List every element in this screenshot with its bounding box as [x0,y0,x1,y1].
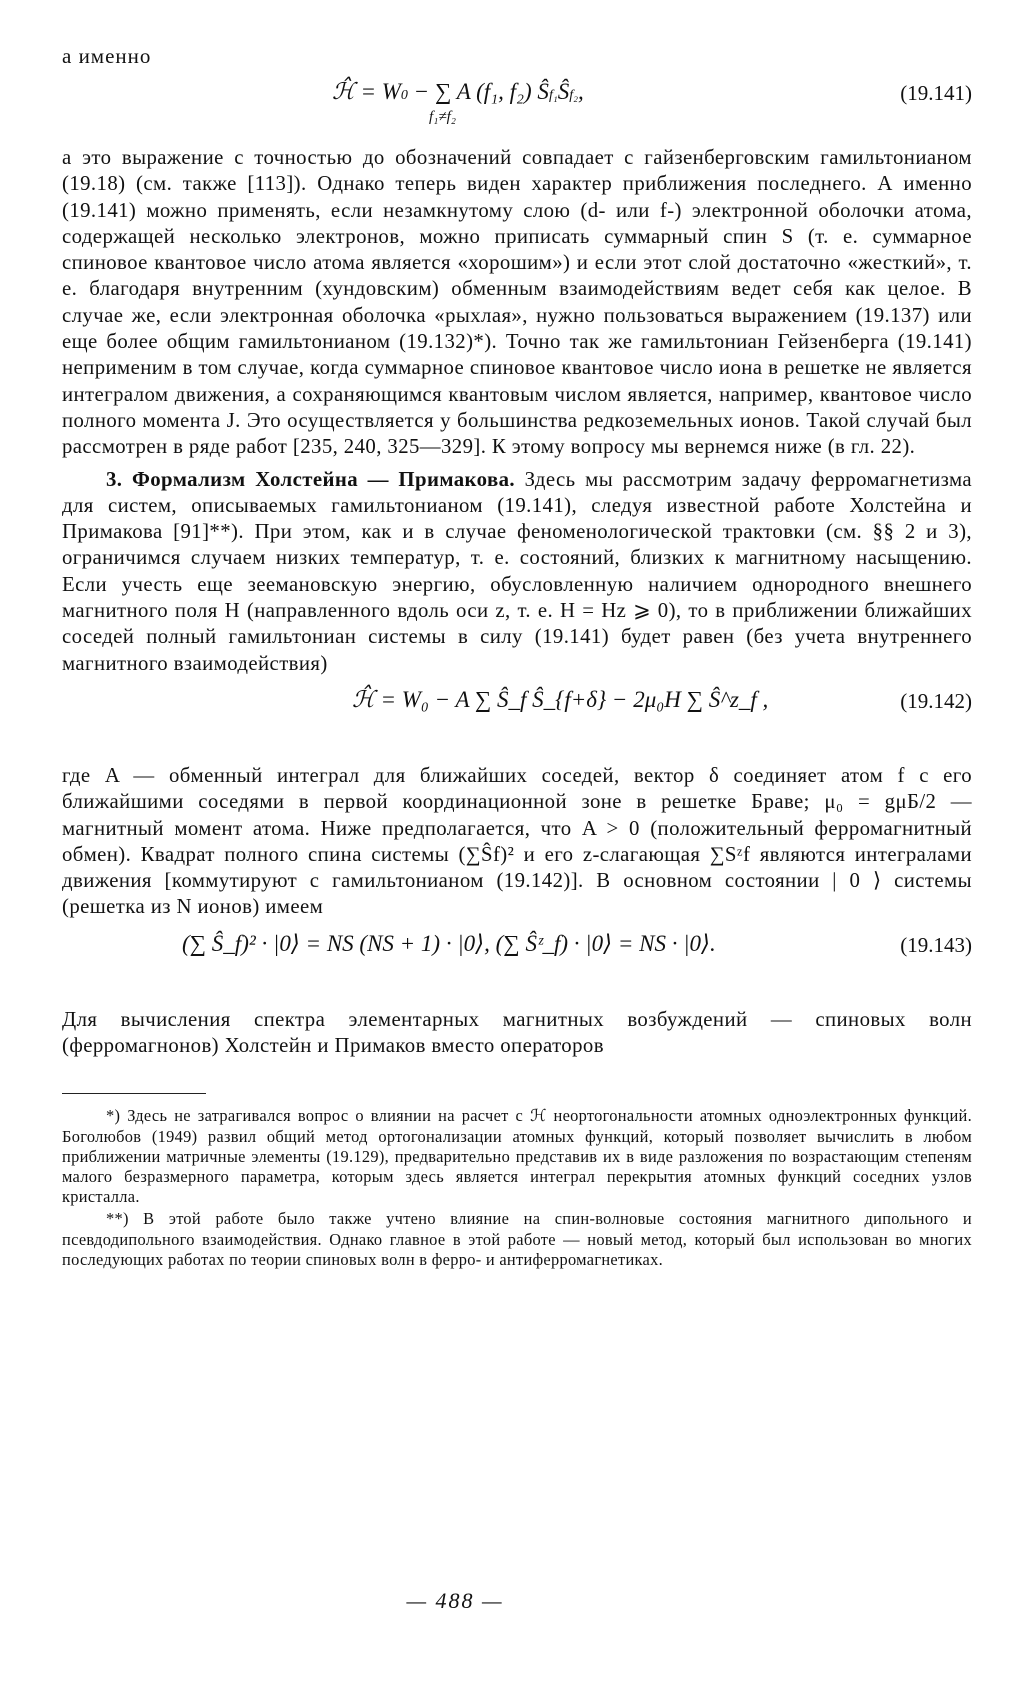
equation-number: (19.142) [900,688,972,713]
footnote-1: *) Здесь не затрагивался вопрос о влиянии на расчет с ℋ неортогональности атомных одноэлектронных функций. Боголюбов (1949) развил общий метод ортогонализации атомных функций, который позволяет вычислить в любом приближении матричные элементы (19.129), предварительно представив их в виде разложения по возрастающим степеням малого безразмерного параметра, которым здесь является интеграл перекрытия атомных функций соседних узлов кристалла. [62,1106,972,1207]
equation-19-142 [62,683,972,763]
page-number: — 488 — [406,1588,504,1613]
equation-19-141 [62,75,972,145]
section-title: 3. Формализм Холстейна — Примакова. [106,467,515,491]
paragraph-1: а это выражение с точностью до обозначений совпадает с гайзенберговским гамильтонианом (19.18) (см. также [113]). Однако теперь виден характер приближения последнего. А именно (19.141) можно применять, если незамкнутому слою (d- или f-) электронной оболочки атома, содержащей несколько электронов, можно приписать суммарный спин S (т. е. суммарное спиновое квантовое число атома является «хорошим») и если этот слой достаточно «жесткий», т. е. благодаря внутренним (хундовским) обменным взаимодействиям ведет себя как целое. В случае же, если электронная оболочка «рыхлая», нужно пользоваться выражением (19.137) или еще более общим гамильтонианом (19.132)*). Точно так же гамильтониан Гейзенберга (19.141) неприменим в том случае, когда суммарное спиновое квантовое число иона в решетке не является интегралом движения, а сохраняющимся квантовым числом является, например, квантовое число полного момента J. Это осуществляется у большинства редкоземельных ионов. Такой случай был рассмотрен в ряде работ [235, 240, 325—329]. К этому вопросу мы вернемся ниже (в гл. 22). [62,146,972,459]
footnote-divider [62,1093,206,1094]
equation-19-143 [62,927,972,1007]
equation-formula: ℋ̂ = W0 − ∑ f₁≠f₂ A (f₁, f₂) Ŝf₁Ŝf₂, [332,79,584,125]
paragraph-3: где A — обменный интеграл для ближайших соседей, вектор δ соединяет атом f с его ближайшими соседями в первой координационной зоне в решетке Браве; μ₀ = gμБ/2 — магнитный момент атома. Ниже предполагается, что A > 0 (положительный ферромагнитный обмен). Квадрат полного спина системы (∑Ŝf)² и его z-слагающая ∑Sᶻf являются интегралами движения [коммутируют с гамильтонианом (19.142)]. В основном состоянии | 0 ⟩ системы (решетка из N ионов) имеем [62,763,972,919]
paragraph-4: Для вычисления спектра элементарных магнитных возбуждений — спиновых волн (ферромагнонов) Холстейн и Примаков вместо операторов [62,1007,972,1058]
equation-number: (19.141) [900,81,972,105]
intro-text: а именно [62,44,152,68]
footnote-2: **) В этой работе было также учтено влияние на спин-волновые состояния магнитного дипольного и псевдодипольного взаимодействия. Однако главное в этой работе — новый метод, который был использован во многих последующих работах по теории спиновых волн в ферро- и антиферромагнетиках. [62,1209,972,1269]
equation-number: (19.143) [900,932,972,957]
paragraph-2: 3. Формализм Холстейна — Примакова. Здесь мы рассмотрим задачу ферромагнетизма для систем, описываемых гамильтонианом (19.141), следуя известной работе Холстейна и Примакова [91]**). При этом, как и в случае феноменологической трактовки (см. §§ 2 и 3), ограничимся случаем низких температур, т. е. состояний, близких к магнитному насыщению. Если учесть еще зеемановскую энергию, обусловленную наличием однородного внешнего магнитного поля H (направленного вдоль оси z, т. е. H = Hz ⩾ 0), то в приближении ближайших соседей полный гамильтониан системы в силу (19.141) будет равен (без учета внутреннего магнитного взаимодействия) [62,467,972,675]
equation-formula: (∑ Ŝ_f)² · |0⟩ = NS (NS + 1) · |0⟩, (∑ Ŝᶻ_f) · |0⟩ = NS · |0⟩. [182,930,716,956]
page-content [62,44,972,1272]
equation-formula: ℋ̂ = W₀ − A ∑ Ŝ_f Ŝ_{f+δ} − 2μ₀H ∑ Ŝ^z_f , [352,686,769,712]
sum-symbol: ∑ f₁≠f₂ [428,79,456,125]
